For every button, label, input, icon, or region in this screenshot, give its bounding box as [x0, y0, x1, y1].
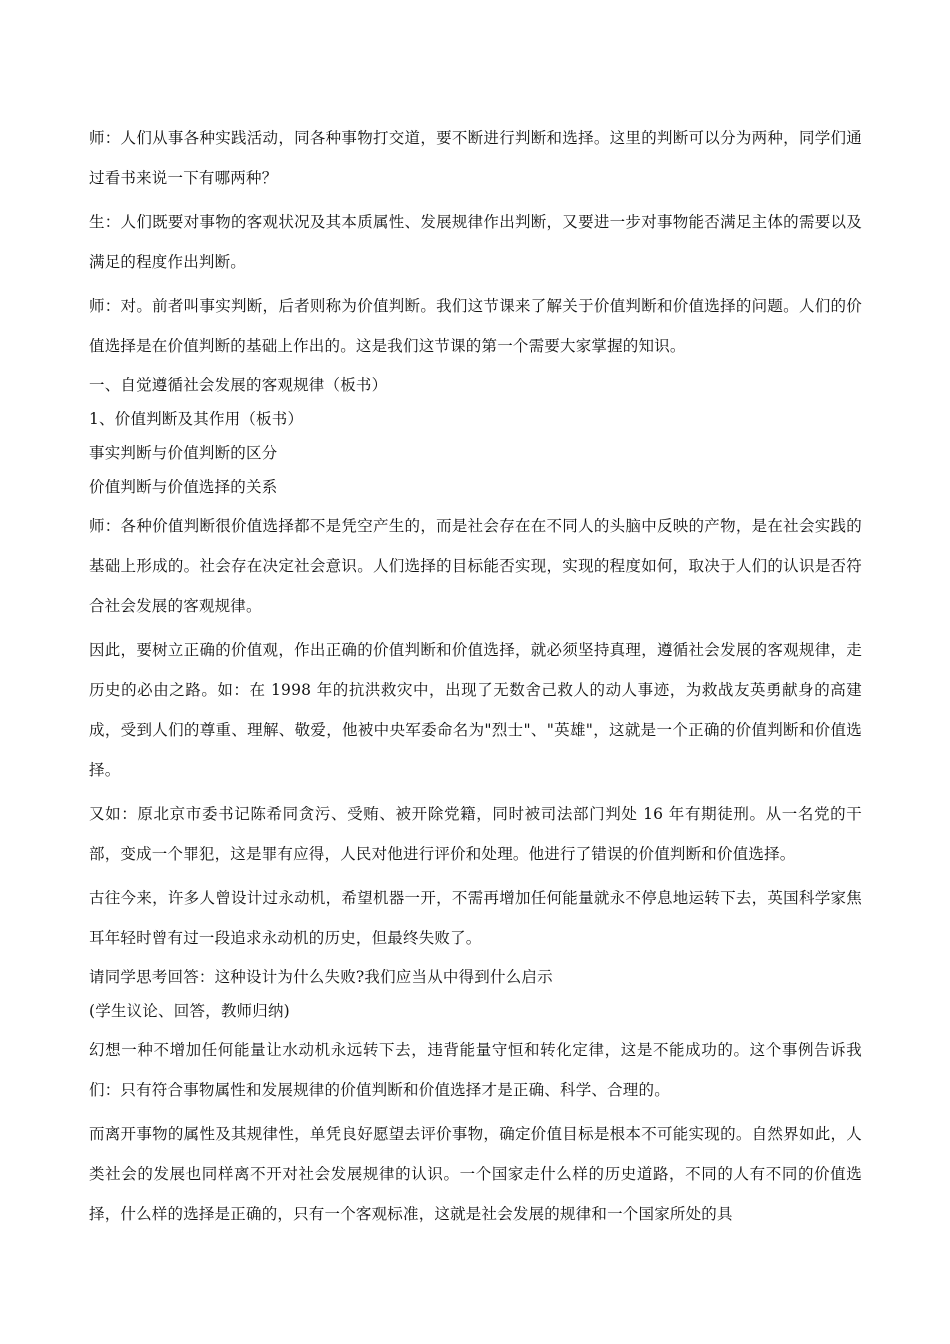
paragraph-question-prompt: 请同学思考回答：这种设计为什么失败?我们应当从中得到什么启示: [89, 968, 553, 986]
paragraph-wrong-values-example: 又如：原北京市委书记陈希同贪污、受贿、被开除党籍，同时被司法部门判处 16 年有期徒刑。从一名党的干部，变成一个罪犯，这是罪有应得，人民对他进行评价和处理。他进行了错误的价值判断和价值选择。: [89, 805, 862, 863]
paragraph-social-laws: 而离开事物的属性及其规律性，单凭良好愿望去评价事物，确定价值目标是根本不可能实现的。自然界如此，人类社会的发展也同样离不开对社会发展规律的认识。一个国家走什么样的历史道路，不同的人有不同的价值选择，什么样的选择是正确的，只有一个客观标准，这就是社会发展的规律和一个国家所处的具: [89, 1125, 862, 1223]
outline-item-relation: 价值判断与价值选择的关系: [89, 478, 278, 496]
heading-subsection-one: 1、价值判断及其作用（板书）: [89, 410, 304, 428]
paragraph-classroom-note: (学生议论、回答，教师归纳): [89, 1002, 290, 1020]
paragraph-teacher-social-existence: 师：各种价值判断很价值选择都不是凭空产生的，而是社会存在在不同人的头脑中反映的产物，是在社会实践的基础上形成的。社会存在决定社会意识。人们选择的目标能否实现，实现的程度如何，取决于人们的认识是否符合社会发展的客观规律。: [89, 517, 862, 615]
document-body: [89, 118, 862, 1238]
paragraph-correct-values-example: 因此，要树立正确的价值观，作出正确的价值判断和价值选择，就必须坚持真理，遵循社会发展的客观规律，走历史的必由之路。如：在 1998 年的抗洪救灾中，出现了无数舍己救人的动人事迹，为救战友英勇献身的高建成，受到人们的尊重、理解、敬爱，他被中央军委命名为"烈士"、"英雄"，这就是一个正确的价值判断和价值选择。: [89, 641, 862, 779]
paragraph-perpetual-motion: 古往今来，许多人曾设计过永动机，希望机器一开，不需再增加任何能量就永不停息地运转下去，英国科学家焦耳年轻时曾有过一段追求永动机的历史，但最终失败了。: [89, 889, 862, 947]
paragraph-student-answer: 生：人们既要对事物的客观状况及其本质属性、发展规律作出判断，又要进一步对事物能否满足主体的需要以及满足的程度作出判断。: [89, 213, 862, 271]
outline-item-distinction: 事实判断与价值判断的区分: [89, 444, 278, 462]
paragraph-teacher-explanation: 师：对。前者叫事实判断，后者则称为价值判断。我们这节课来了解关于价值判断和价值选择的问题。人们的价值选择是在价值判断的基础上作出的。这是我们这节课的第一个需要大家掌握的知识。: [89, 297, 862, 355]
paragraph-teacher-question: 师：人们从事各种实践活动，同各种事物打交道，要不断进行判断和选择。这里的判断可以分为两种，同学们通过看书来说一下有哪两种？: [89, 129, 862, 187]
paragraph-conclusion: 幻想一种不增加任何能量让水动机永远转下去，违背能量守恒和转化定律，这是不能成功的。这个事例告诉我们：只有符合事物属性和发展规律的价值判断和价值选择才是正确、科学、合理的。: [89, 1041, 862, 1099]
heading-section-one: 一、自觉遵循社会发展的客观规律（板书）: [89, 376, 388, 394]
